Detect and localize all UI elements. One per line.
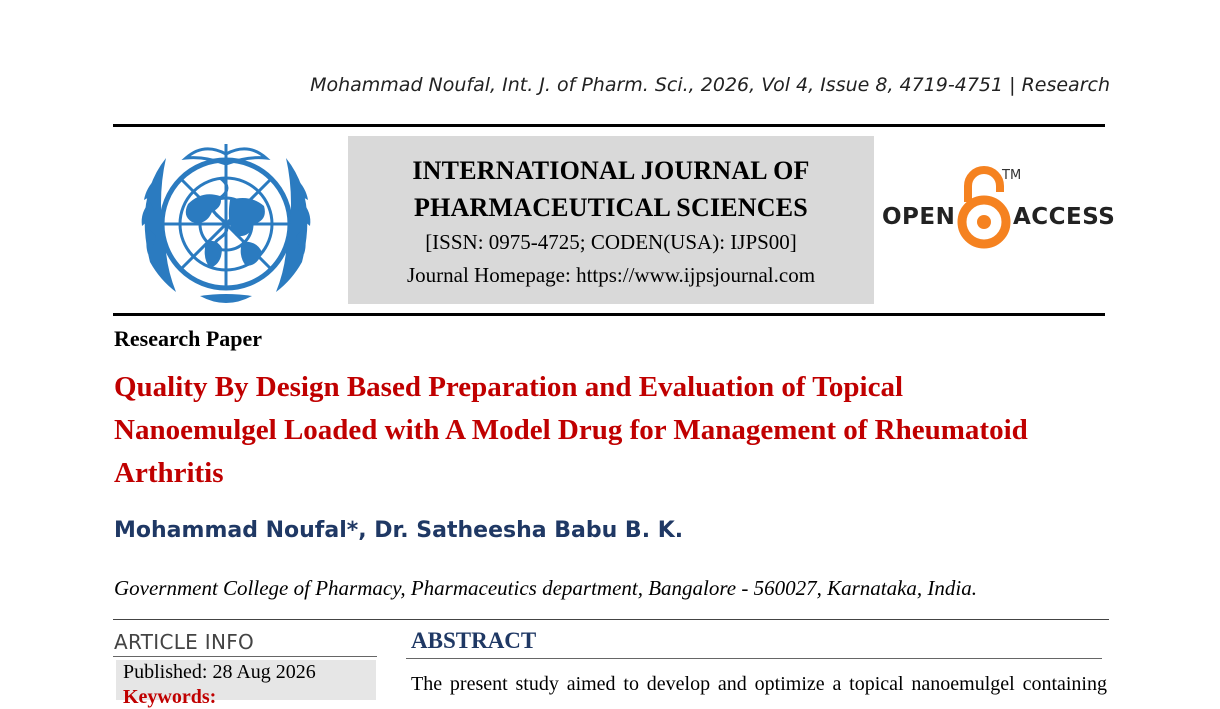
open-access-access-text: ACCESS — [1013, 204, 1116, 230]
article-info-rule — [113, 656, 377, 657]
paper-type: Research Paper — [114, 326, 263, 351]
running-head: Mohammad Noufal, Int. J. of Pharm. Sci., 2026, Vol 4, Issue 8, 4719-4751 | Research — [310, 74, 1110, 96]
published-date: Published: 28 Aug 2026 — [123, 661, 316, 683]
trademark-mark: TM — [1002, 168, 1022, 183]
keywords-label: Keywords: — [123, 686, 217, 708]
open-access-badge — [880, 164, 1116, 254]
journal-homepage-link[interactable]: Journal Homepage: https://www.ijpsjournal.com — [406, 263, 816, 287]
article-info-heading: ARTICLE INFO — [114, 630, 255, 654]
abstract-rule — [406, 658, 1102, 659]
journal-name-line1: INTERNATIONAL JOURNAL OF — [412, 156, 810, 185]
header-top-rule — [113, 124, 1105, 127]
paper-title: Quality By Design Based Preparation and Evaluation of Topical Nanoemulgel Loaded with A Model Drug for Management of Rheumatoid Arthritis — [114, 371, 1028, 489]
un-emblem-caduceus-icon — [126, 138, 326, 306]
journal-masthead — [348, 136, 874, 304]
abstract-heading: ABSTRACT — [411, 628, 537, 653]
abstract-text: The present study aimed to develop and optimize a topical nanoemulgel containing — [411, 673, 1107, 695]
journal-name — [348, 152, 874, 226]
section-divider — [113, 619, 1109, 620]
header-bottom-rule — [113, 313, 1105, 316]
affiliation: Government College of Pharmacy, Pharmaceutics department, Bangalore - 560027, Karnataka, India. — [114, 576, 977, 600]
journal-issn: [ISSN: 0975-4725; CODEN(USA): IJPS00] — [425, 230, 797, 254]
authors: Mohammad Noufal*, Dr. Satheesha Babu B. K. — [114, 518, 684, 543]
open-access-open-text: OPEN — [882, 204, 956, 230]
journal-name-line2: PHARMACEUTICAL SCIENCES — [414, 193, 808, 222]
